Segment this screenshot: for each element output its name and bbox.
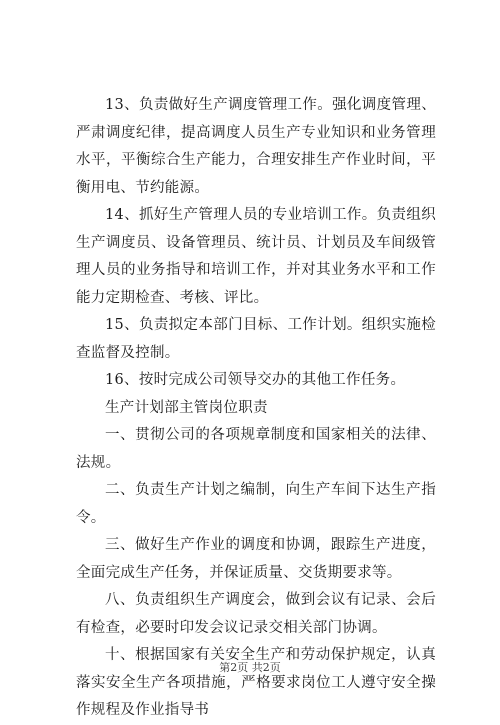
paragraph-item-1: 一、贯彻公司的各项规章制度和国家相关的法律、法规。: [76, 427, 436, 471]
paragraph-item-8: 八、负责组织生产调度会，做到会议有记录、会后有检查，必要时印发会议记录交相关部门协调。: [76, 592, 436, 636]
paragraph-13: 13、负责做好生产调度管理工作。强化调度管理、严肃调度纪律，提高调度人员生产专业知识和业务管理水平，平衡综合生产能力，合理安排生产作业时间，平衡用电、节约能源。: [76, 97, 436, 196]
paragraph-item-3: 三、做好生产作业的调度和协调，跟踪生产进度，全面完成生产任务，并保证质量、交货期要求等。: [76, 537, 436, 581]
page-number-footer: 第2页 共2页: [219, 661, 281, 674]
paragraph-item-10: 十、根据国家有关安全生产和劳动保护规定，认真落实安全生产各项措施，严格要求岗位工人遵守安全操作规程及作业指导书: [76, 647, 436, 718]
paragraph-15: 15、负责拟定本部门目标、工作计划。组织实施检查监督及控制。: [76, 317, 436, 361]
section-heading: 生产计划部主管岗位职责: [105, 399, 268, 416]
paragraph-item-2: 二、负责生产计划之编制，向生产车间下达生产指令。: [76, 482, 436, 526]
paragraph-14: 14、抓好生产管理人员的专业培训工作。负责组织生产调度员、设备管理员、统计员、计划员及车间级管理人员的业务指导和培训工作，并对其业务水平和工作能力定期检查、考核、评比。: [76, 207, 436, 306]
document-body: [76, 92, 436, 725]
paragraph-16: 16、按时完成公司领导交办的其他工作任务。: [105, 372, 406, 388]
